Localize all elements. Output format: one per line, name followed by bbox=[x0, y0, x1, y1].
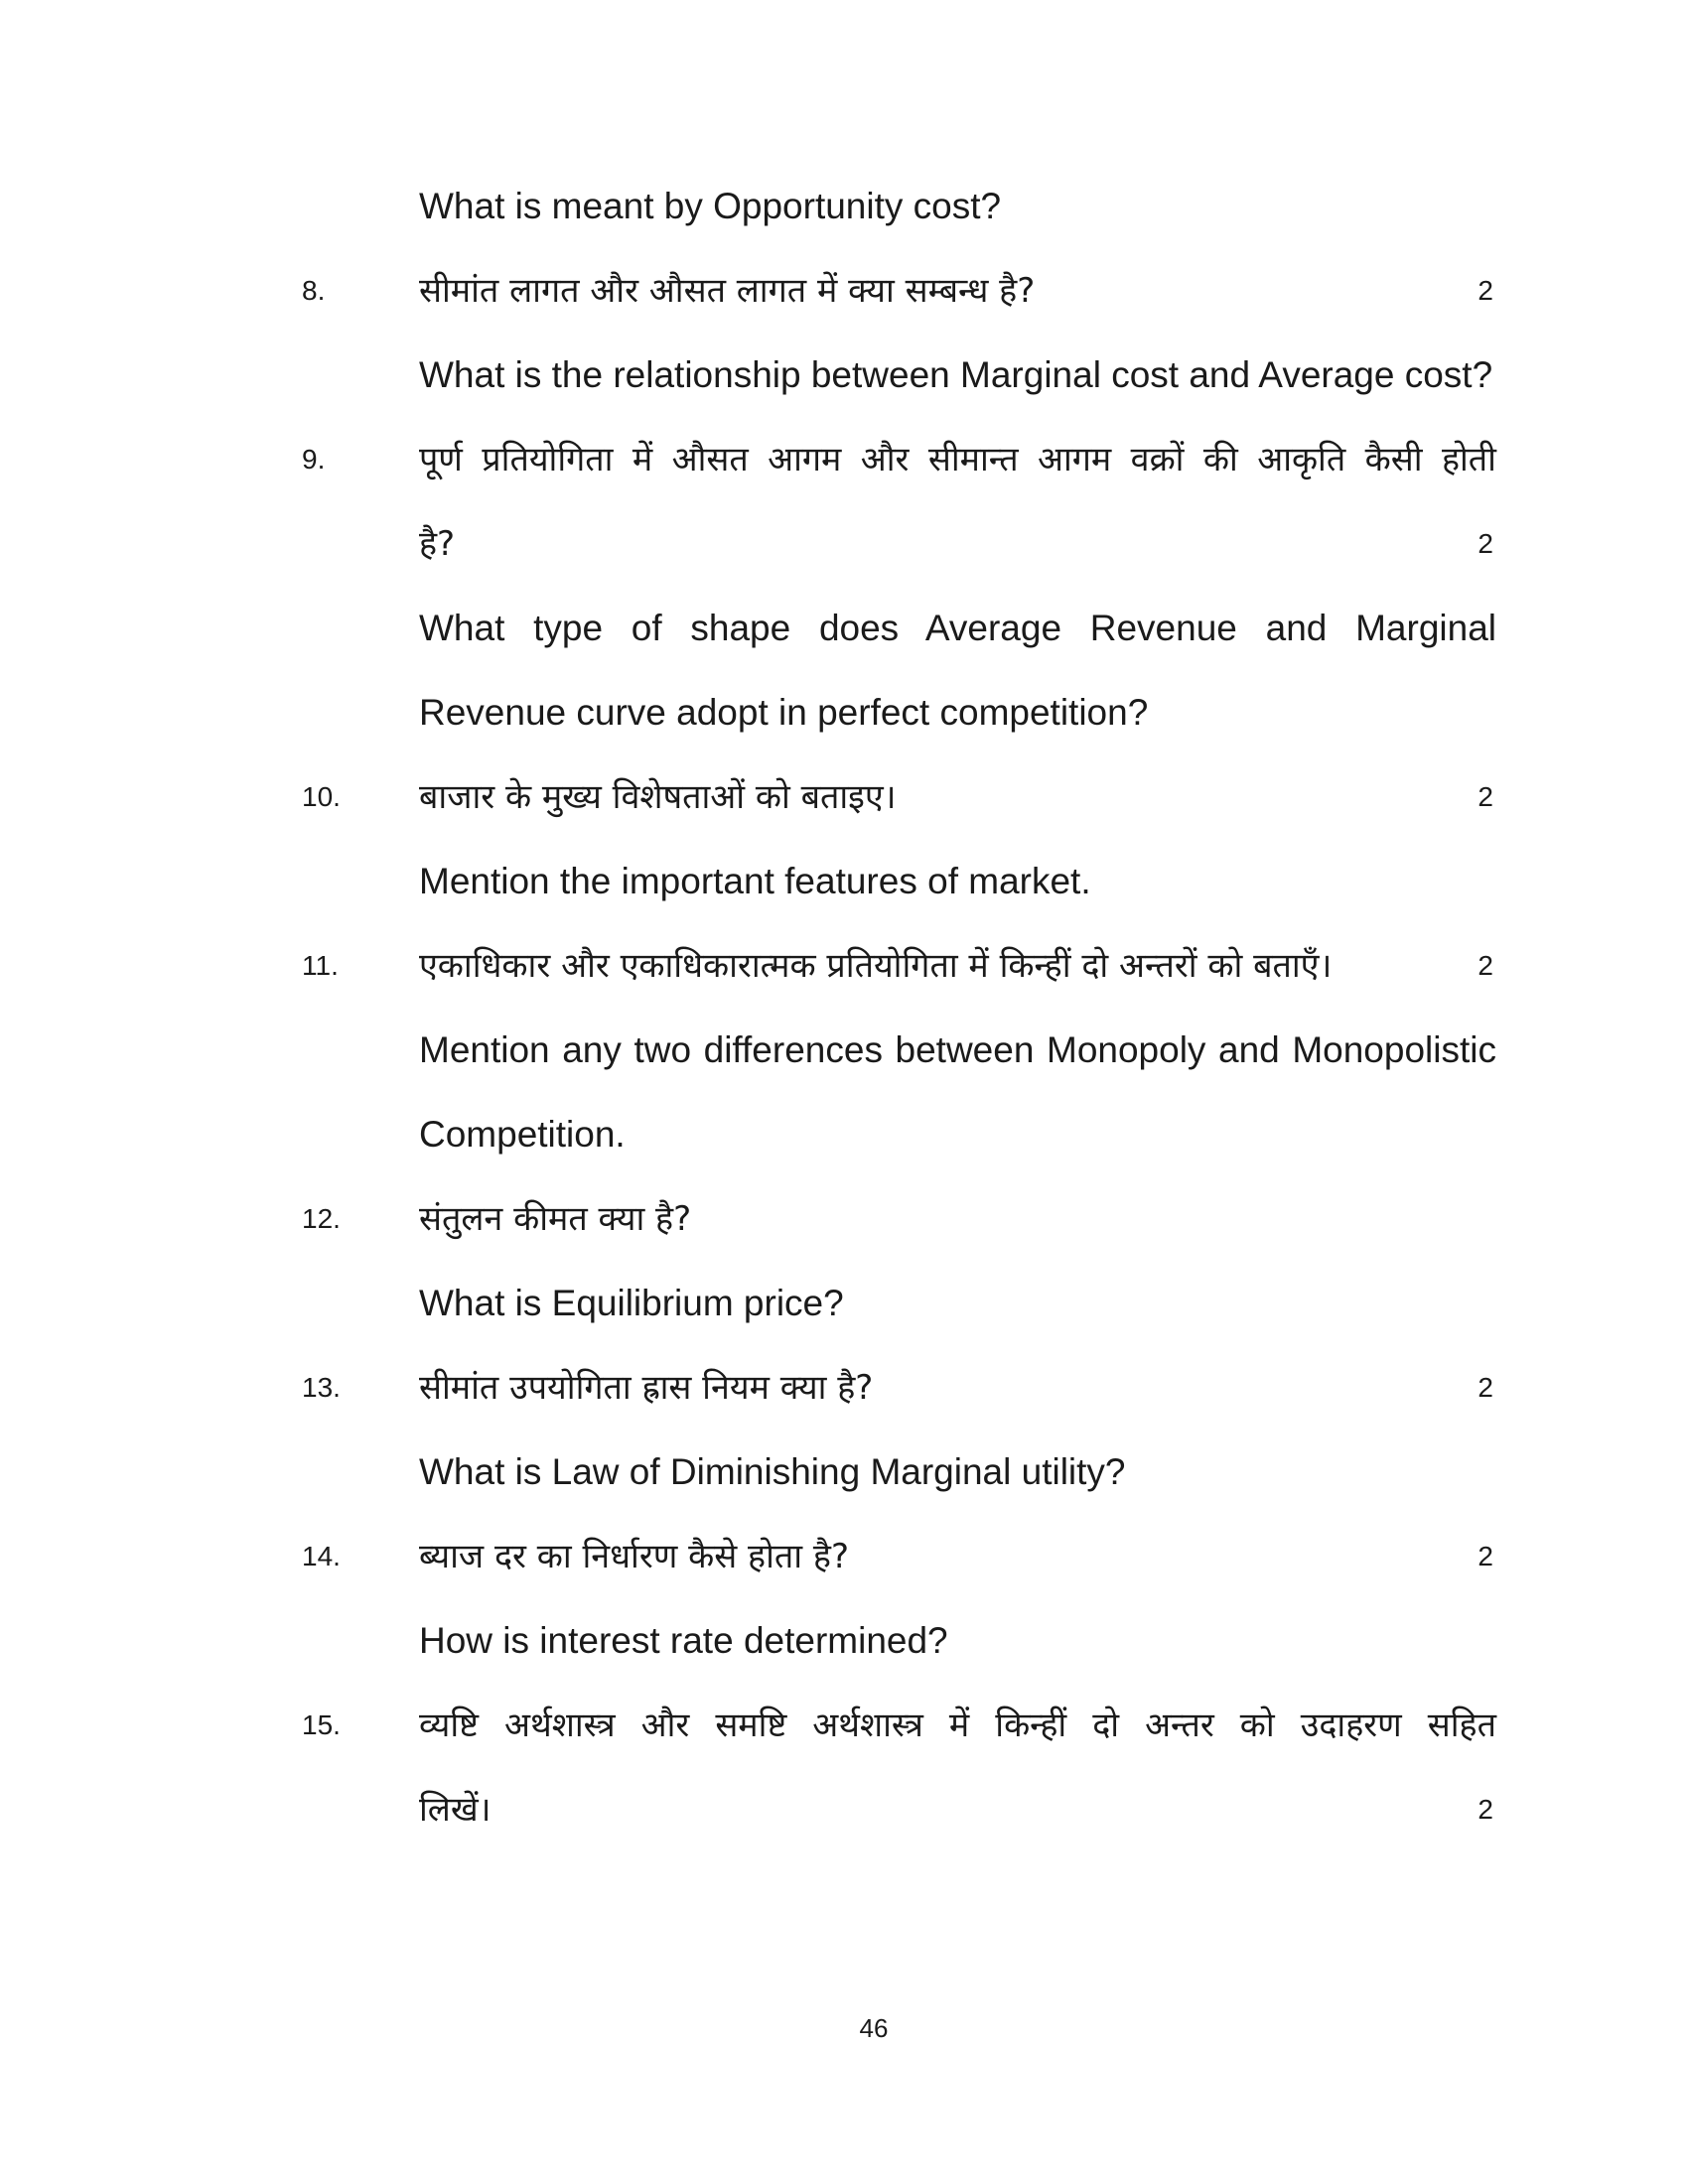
marks: 2 bbox=[1477, 275, 1493, 306]
question-number: 11. bbox=[302, 950, 339, 981]
question-number: 10. bbox=[302, 781, 341, 812]
marks: 2 bbox=[1477, 1794, 1493, 1825]
question-text-english: What is Law of Diminishing Marginal utility? bbox=[419, 1451, 1126, 1492]
question-text-hindi: सीमांत उपयोगिता ह्रास नियम क्या है? bbox=[419, 1368, 874, 1408]
question-number: 13. bbox=[302, 1372, 341, 1403]
question-text-english: What is meant by Opportunity cost? bbox=[419, 186, 1002, 226]
marks: 2 bbox=[1477, 528, 1493, 559]
question-text-hindi-cont: है? bbox=[419, 524, 456, 564]
question-number: 9. bbox=[302, 444, 326, 475]
question-text-english: What is the relationship between Marginal cost and Average cost? bbox=[419, 354, 1493, 395]
question-text-hindi: एकाधिकार और एकाधिकारात्मक प्रतियोगिता में किन्हीं दो अन्तरों को बताएँ। bbox=[419, 946, 1333, 986]
question-number: 12. bbox=[302, 1203, 341, 1234]
question-number: 15. bbox=[302, 1709, 341, 1740]
page-number: 46 bbox=[859, 2013, 889, 2043]
question-number: 8. bbox=[302, 275, 326, 306]
marks: 2 bbox=[1477, 950, 1493, 981]
marks: 2 bbox=[1477, 781, 1493, 812]
question-text-hindi: संतुलन कीमत क्या है? bbox=[419, 1199, 692, 1239]
question-text-english-cont: Revenue curve adopt in perfect competition? bbox=[419, 692, 1149, 733]
question-text-english: What is Equilibrium price? bbox=[419, 1283, 844, 1323]
question-text-english: How is interest rate determined? bbox=[419, 1620, 948, 1661]
question-number: 14. bbox=[302, 1541, 341, 1571]
question-text-hindi: व्यष्टि अर्थशास्त्र और समष्टि अर्थशास्त्र में किन्हीं दो अन्तर को उदाहरण सहित bbox=[419, 1706, 1496, 1745]
marks: 2 bbox=[1477, 1541, 1493, 1571]
question-text-hindi: पूर्ण प्रतियोगिता में औसत आगम और सीमान्त आगम वक्रों की आकृति कैसी होती bbox=[419, 440, 1496, 479]
question-text-hindi: ब्याज दर का निर्धारण कैसे होता है? bbox=[419, 1537, 849, 1576]
question-text-english: Mention any two differences between Monopoly and Monopolistic bbox=[419, 1029, 1496, 1070]
question-text-english-cont: Competition. bbox=[419, 1114, 626, 1155]
question-text-english: What type of shape does Average Revenue and Marginal bbox=[419, 608, 1496, 648]
question-text-hindi: बाजार के मुख्य विशेषताओं को बताइए। bbox=[419, 777, 897, 817]
question-text-hindi-cont: लिखें। bbox=[419, 1790, 492, 1830]
question-text-hindi: सीमांत लागत और औसत लागत में क्या सम्बन्ध है? bbox=[419, 271, 1036, 311]
question-text-english: Mention the important features of market. bbox=[419, 861, 1091, 901]
marks: 2 bbox=[1477, 1372, 1493, 1403]
